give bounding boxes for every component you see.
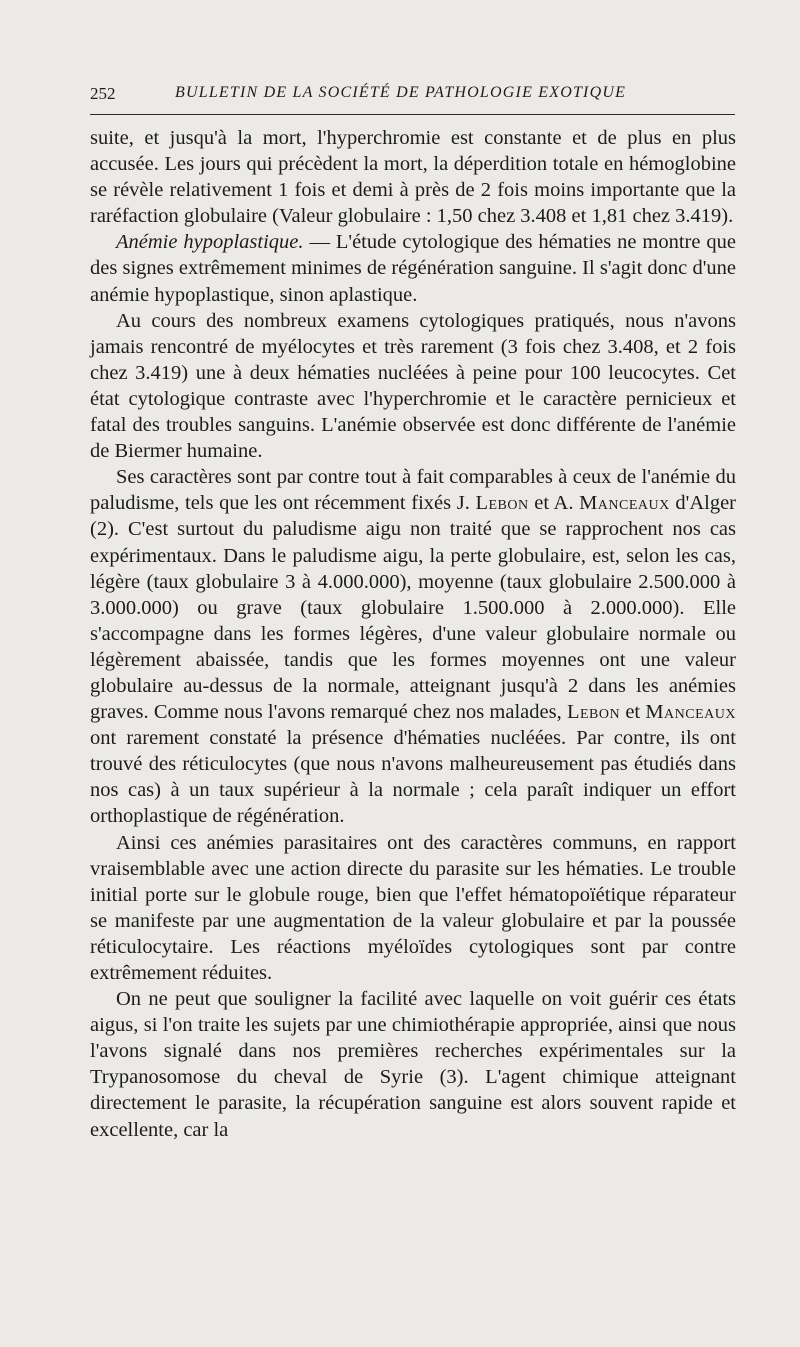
section-heading: Anémie hypoplastique. xyxy=(116,231,304,254)
author-name: Manceaux xyxy=(645,701,736,724)
paragraph-text: et A. xyxy=(528,492,580,515)
paragraph: On ne peut que souligner la facilité avec laquelle on voit guérir ces états aigus, si l'on traite les sujets par une chimiothérapie appropriée, ainsi que nous l'avons signalé dans nos premières recherches expérimentales sur la Trypanosomose du cheval de Syrie (3). L'agent chimique atteignant directement le parasite, la récupération sanguine est alors souvent rapide et excellente, car la xyxy=(90,988,736,1141)
paragraph xyxy=(90,229,736,307)
header-rule xyxy=(90,114,735,115)
author-name: Lebon xyxy=(475,492,529,515)
paragraph: Au cours des nombreux examens cytologiques pratiqués, nous n'avons jamais rencontré de myélocytes et très rarement (3 fois chez 3.408, et 2 fois chez 3.419) une à deux hématies nucléées à peine pour 100 leucocytes. Cet état cytologique contraste avec l'hyperchromie et le caractère pernicieux et fatal des troubles sanguins. L'anémie observée est donc différente de l'anémie de Biermer humaine. xyxy=(90,309,736,463)
author-name: Lebon xyxy=(566,701,621,724)
page-header xyxy=(90,84,735,114)
author-name: Manceaux xyxy=(579,492,670,515)
article-body xyxy=(90,125,736,1143)
page-number: 252 xyxy=(90,84,116,103)
paragraph: Ainsi ces anémies parasitaires ont des caractères communs, en rapport vraisemblable avec une action directe du parasite sur les hématies. Le trouble initial porte sur le globule rouge, bien que l'effet hématopoïétique réparateur se manifeste par une augmentation de la valeur globulaire et par la poussée réticulocytaire. Les réactions myéloïdes cytologiques sont par contre extrêmement réduites. xyxy=(90,831,736,984)
paragraph-text: d'Alger (2). C'est surtout du paludisme aigu non traité que se rapprochent nos cas expérimentaux. Dans le paludisme aigu, la perte globulaire, est, selon les cas, légère (taux globulaire 3 à 4.000.000), moyenne (taux globulaire 2.500.000 à 3.000.000) ou grave (taux globulaire 1.500.000 à 2.000.000). Elle s'accompagne dans les formes légères, d'une valeur globulaire normale ou légèrement abaissée, tandis que les formes moyennes ont une valeur globulaire au-dessus de la normale, atteignant jusqu'à 2 dans les anémies graves. Comme nous l'avons remarqué chez nos malades, xyxy=(90,492,736,724)
paragraph-text: Ses caractères sont par contre tout à fait comparables à ceux de l'anémie du paludisme, tels que les ont récemment fixés J. xyxy=(90,466,736,515)
paragraph-text: ont rarement constaté la présence d'hématies nucléées. Par contre, ils ont trouvé des réticulocytes (que nous n'avons malheureusement pas étudiés dans nos cas) à un taux supérieur à la normale ; cela paraît indiquer un effort orthoplastique de régénération. xyxy=(90,727,736,828)
paragraph: suite, et jusqu'à la mort, l'hyperchromie est constante et de plus en plus accusée. Les jours qui précèdent la mort, la déperdition totale en hémoglobine se révèle relativement 1 fois et demi à près de 2 fois moins importante que la raréfaction globulaire (Valeur globulaire : 1,50 chez 3.408 et 1,81 chez 3.419). xyxy=(90,127,736,228)
paragraph-text: et xyxy=(620,701,646,724)
paragraph xyxy=(90,464,736,829)
paragraph-text: — L'étude cytologique des hématies ne montre que des signes extrêmement minimes de régénération sanguine. Il s'agit donc d'une anémie hypoplastique, sinon aplastique. xyxy=(90,231,736,306)
running-title: BULLETIN DE LA SOCIÉTÉ DE PATHOLOGIE EXOTIQUE xyxy=(175,84,627,101)
